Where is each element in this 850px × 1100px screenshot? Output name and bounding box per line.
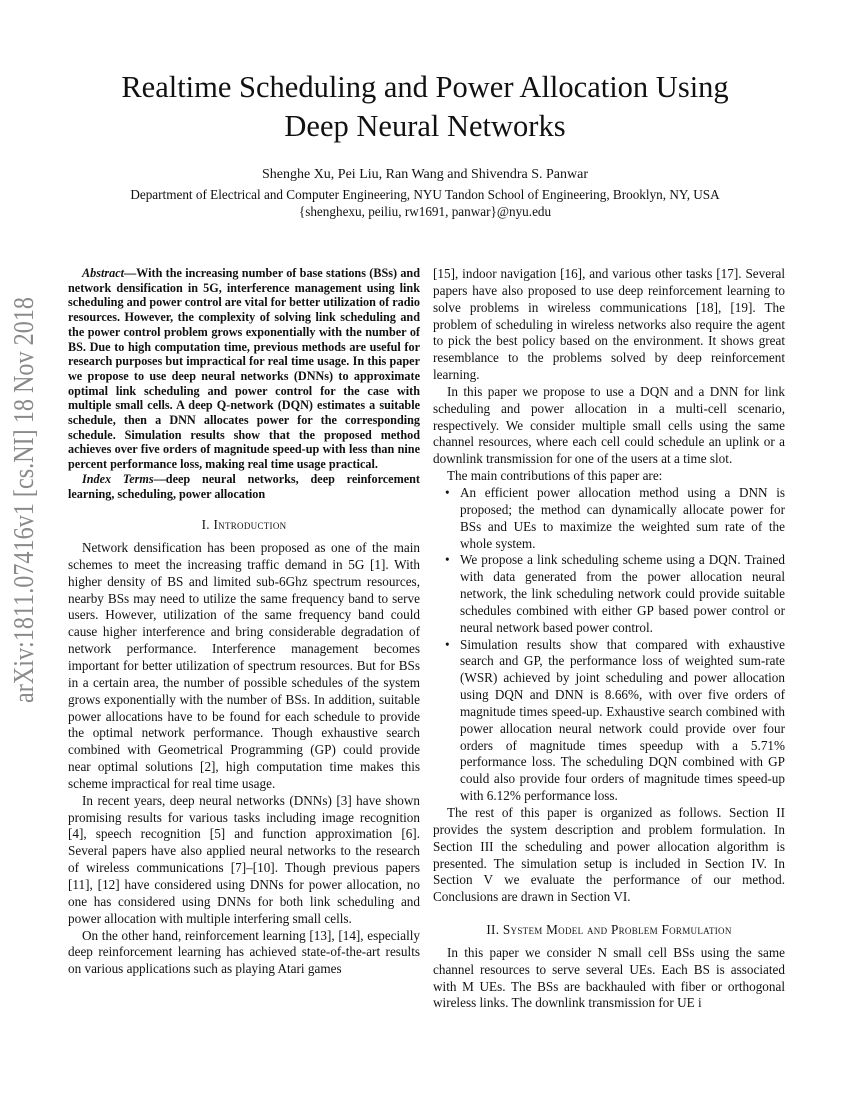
proposal-paragraph: In this paper we propose to use a DQN and a DNN for link scheduling and power allocation in a multi-cell scenario, respectively. We consider multiple small cells using the same channel resources, where each cell could schedule an uplink or a downlink transmission for one of the users at a time slot.	[433, 383, 785, 467]
contributions-intro: The main contributions of this paper are:	[447, 468, 663, 484]
paper-title	[60, 68, 790, 146]
intro-paragraph-continued: [15], indoor navigation [16], and various other tasks [17]. Several papers have also proposed to use deep reinforcement learning to solve problems in wireless communications [18], [19]. The problem of scheduling in wireless networks also require the agent to pick the best policy based on the environment. It shows great resemblance to the problems solved by deep reinforcement learning.	[433, 266, 785, 383]
intro-paragraph-1: Network densification has been proposed as one of the main schemes to meet the increasing traffic demand in 5G [1]. With higher density of BS and limited sub-6Ghz spectrum resources, nearby BSs may need to utilize the same frequency band to serve users. However, utilization of the same frequency band could cause higher interference and bring considerable degradation of network performance. Interference management becomes important for better utilization of spectrum resources. But for BSs in a certain area, the number of possible schedules of the system grows exponentially with the number of BSs. In addition, suitable power allocations have to be found for each schedule to provide the optimal network performance. Though exhaustive search combined with Geometrical Programming (GP) could provide near optimal solutions [2], high computation time makes this scheme impractical for real time usage.	[68, 540, 420, 791]
author-list: Shenghe Xu, Pei Liu, Ran Wang and Shivendra S. Panwar	[261, 167, 588, 182]
abstract-label: Abstract	[82, 266, 124, 280]
section-heading-system-model: II. System Model and Problem Formulation	[486, 922, 732, 938]
contributions-list	[433, 485, 785, 805]
right-column	[433, 266, 785, 1012]
left-column	[68, 266, 420, 978]
intro-paragraph-3: On the other hand, reinforcement learning [13], [14], especially deep reinforcement learning has achieved state-of-the-art results on various applications such as playing Atari games	[68, 927, 420, 977]
bullet-icon: •	[445, 552, 450, 568]
index-terms-label: Index Terms	[82, 471, 154, 486]
organization-paragraph: The rest of this paper is organized as follows. Section II provides the system description and problem formulation. In Section III the scheduling and power allocation algorithm is presented. The simulation setup is included in Section IV. In Section V we evaluate the performance of our method. Conclusions are drawn in Section VI.	[433, 805, 785, 905]
bullet-icon: •	[445, 636, 450, 652]
list-item	[445, 552, 785, 636]
bullet-icon: •	[445, 484, 450, 500]
intro-paragraph-2: In recent years, deep neural networks (DNNs) [3] have shown promising results for various tasks including image recognition [4], speech recognition [5] and function approximation [6]. Several papers have also applied neural networks to the research of wireless communications [7]–[10]. Though previous papers [11], [12] have considered using DNNs for power allocation, no one has considered using DNNs for both link scheduling and power allocation with multiple interfering small cells.	[68, 792, 420, 926]
title-line-2: Deep Neural Networks	[284, 109, 566, 143]
list-item	[445, 484, 785, 552]
arxiv-stamp	[2, 295, 44, 705]
author-emails: {shenghexu, peiliu, rw1691, panwar}@nyu.edu	[298, 204, 552, 219]
section-heading-introduction: I. Introduction	[201, 517, 287, 533]
abstract	[68, 266, 420, 472]
title-line-1: Realtime Scheduling and Power Allocation Using	[121, 70, 729, 104]
list-item	[445, 636, 785, 805]
system-model-paragraph: In this paper we consider N small cell BSs using the same channel resources to serve several UEs. Each BS is associated with M UEs. The BSs are backhauled with fiber or orthogonal wireless links. The downlink transmission for UE i	[433, 944, 785, 1011]
index-terms-text: —deep neural networks, deep reinforcement learning, scheduling, power allocation	[68, 471, 420, 501]
abstract-text: —With the increasing number of base stations (BSs) and network densification in 5G, interference management using link scheduling and power control are vital for better utilization of radio resources. However, the complexity of solving link scheduling and the power control problem grows exponentially with the number of BS. Due to high computation time, previous methods are useful for research purposes but impractical for real time usage. In this paper we propose to use deep neural networks (DNNs) to approximate optimal link scheduling and power control for the case with multiple small cells. A deep Q-network (DQN) estimates a suitable schedule, then a DNN allocates power for the corresponding schedule. Simulation results show that the proposed method achieves over five orders of magnitude speed-up with less than nine percent performance loss, making real time usage practical.	[68, 266, 420, 472]
affiliation: Department of Electrical and Computer Engineering, NYU Tandon School of Engineering, Brooklyn, NY, USA	[130, 187, 720, 202]
contribution-text: An efficient power allocation method using a DNN is proposed; the method can dynamically allocate power for BSs and UEs to maximize the weighted sum rate of the whole system.	[460, 484, 785, 551]
index-terms	[68, 472, 420, 501]
contribution-text: Simulation results show that compared with exhaustive search and GP, the performance loss of weighted sum-rate (WSR) achieved by joint scheduling and power allocation using DQN and DNN is 8.66%, with over five orders of magnitude times speed-up. Exhaustive search combined with power allocation neural network could provide over four orders of magnitude times speedup with a 5.71% performance loss. The scheduling DQN combined with GP could also provide four orders of magnitude times speed-up with 6.12% performance loss.	[460, 636, 785, 804]
arxiv-identifier: arXiv:1811.07416v1 [cs.NI] 18 Nov 2018	[9, 295, 40, 703]
contribution-text: We propose a link scheduling scheme using a DQN. Trained with data generated from the power allocation neural network, the link scheduling network could provide suitable schedules combined with either GP based power control or neural network based power control.	[460, 552, 785, 635]
